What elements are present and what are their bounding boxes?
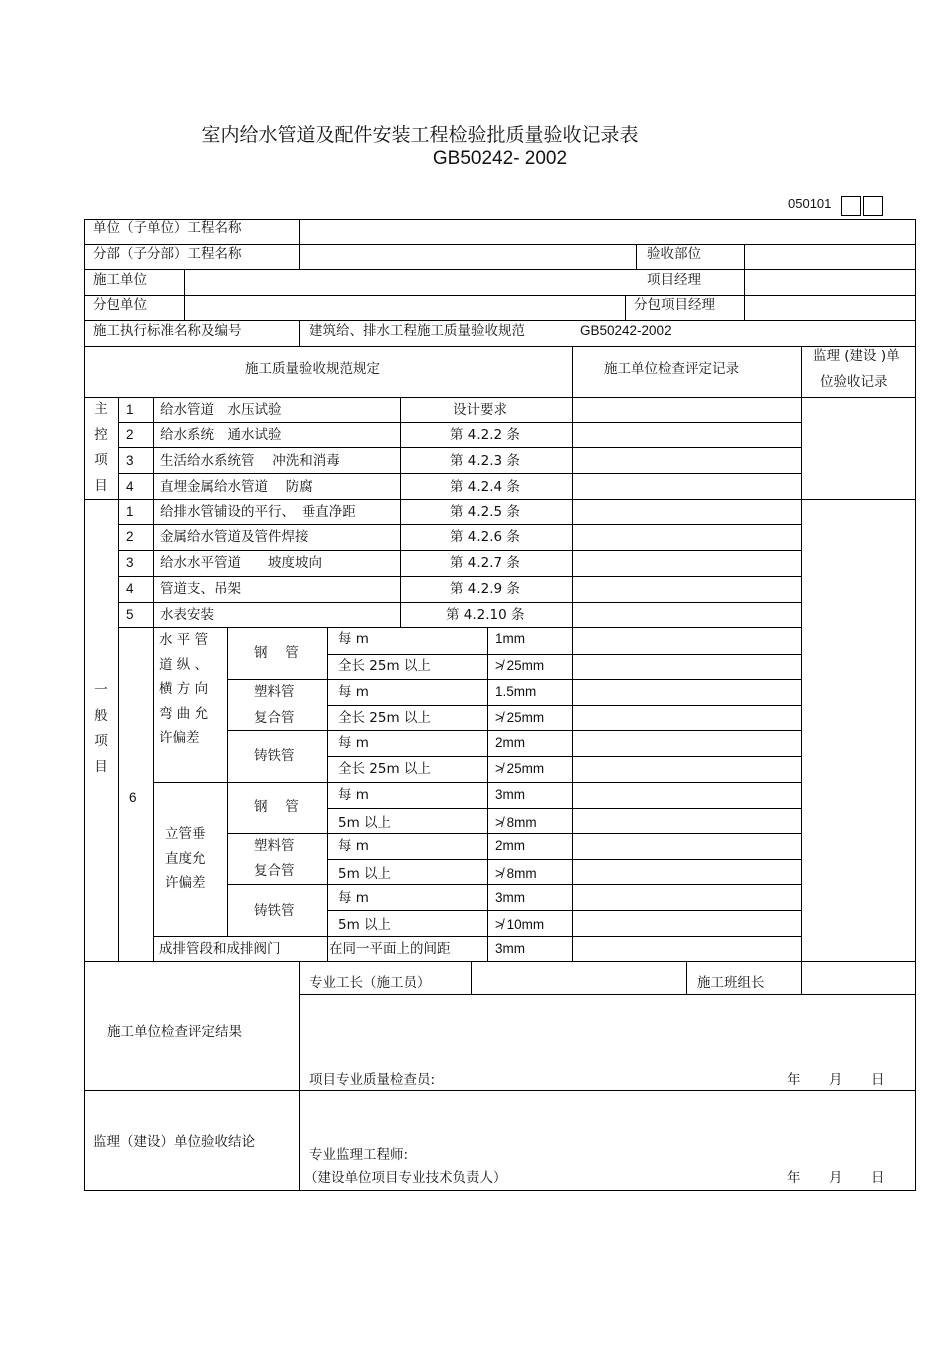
exec-standard-code: GB50242-2002 xyxy=(580,323,672,338)
v-row-val: 3mm xyxy=(495,787,525,802)
valve-row-cond: 在同一平面上的间距 xyxy=(329,941,451,957)
horizontal-deviation-label: 水 平 管 道 纵 、 横 方 向 弯 曲 允 许偏差 xyxy=(159,632,209,746)
project-name-field[interactable] xyxy=(302,222,912,242)
v-plastic-pipe-label-1: 塑料管 xyxy=(254,838,295,854)
general-item-no: 3 xyxy=(126,555,134,570)
h-row-val: ≯ 25mm xyxy=(495,710,545,725)
v-row-cond: 5m 以上 xyxy=(338,815,392,831)
h-row-val: ≯ 25mm xyxy=(495,658,545,673)
v-row-cond: 每 m xyxy=(338,838,369,854)
general-item-req: 第 4.2.6 条 xyxy=(450,529,520,545)
contractor-record-header: 施工单位检查评定记录 xyxy=(604,361,739,377)
h-cast-iron-label: 铸铁管 xyxy=(254,748,295,764)
vertical-deviation-label: 立管垂 直度允 许偏差 xyxy=(165,826,206,891)
h-row-val: 1mm xyxy=(495,631,525,646)
general-item-name: 管道支、吊架 xyxy=(160,581,241,597)
general-item-no: 1 xyxy=(126,504,134,519)
form-title: 室内给水管道及配件安装工程检验批质量验收记录表 xyxy=(201,124,639,146)
general-item-req: 第 4.2.10 条 xyxy=(446,607,525,623)
general-item-req: 第 4.2.9 条 xyxy=(450,581,520,597)
general-item-req: 第 4.2.7 条 xyxy=(450,555,520,571)
contractor-label: 施工单位 xyxy=(93,272,147,288)
v-steel-pipe-label: 钢 管 xyxy=(254,799,299,815)
contractor-result-label: 施工单位检查评定结果 xyxy=(107,1024,242,1040)
sub-pm-label: 分包项目经理 xyxy=(634,297,715,313)
general-item-name: 水表安装 xyxy=(160,607,214,623)
h-row-val: 1.5mm xyxy=(495,684,537,699)
general-group-label: 一 般 项 目 xyxy=(94,682,108,775)
exec-standard-value: 建筑给、排水工程施工质量验收规范 xyxy=(309,323,525,339)
main-item-name: 给水管道 水压试验 xyxy=(160,402,282,418)
supervisor-engineer-label: 专业监理工程师: xyxy=(309,1147,409,1163)
supervisor-year: 年 xyxy=(787,1170,801,1186)
standard-code: GB50242- 2002 xyxy=(432,148,568,169)
h-plastic-pipe-label-2: 复合管 xyxy=(254,710,295,726)
subcontractor-label: 分包单位 xyxy=(93,297,147,313)
supervisor-month: 月 xyxy=(829,1170,843,1186)
v-plastic-pipe-label-2: 复合管 xyxy=(254,863,295,879)
general-item-name: 给水水平管道 坡度坡向 xyxy=(160,555,322,571)
h-plastic-pipe-label-1: 塑料管 xyxy=(254,684,295,700)
general-item-no: 4 xyxy=(126,581,134,596)
main-item-req: 设计要求 xyxy=(453,402,507,418)
h-row-val: ≯ 25mm xyxy=(495,761,545,776)
exec-standard-label: 施工执行标准名称及编号 xyxy=(93,323,242,339)
v-row-val: ≯ 8mm xyxy=(495,866,537,881)
supervisor-record-header-1: 监理 (建设 )单 xyxy=(813,348,900,364)
h-row-cond: 每 m xyxy=(338,735,369,751)
team-leader-label: 施工班组长 xyxy=(697,975,765,991)
v-row-cond: 5m 以上 xyxy=(338,866,392,882)
v-row-val: 3mm xyxy=(495,890,525,905)
main-item-no: 3 xyxy=(126,453,134,468)
v-row-cond: 5m 以上 xyxy=(338,917,392,933)
main-item-name: 给水系统 通水试验 xyxy=(160,427,282,443)
foreman-label: 专业工长（施工员） xyxy=(309,975,431,991)
v-row-val: 2mm xyxy=(495,838,525,853)
h-row-cond: 全长 25m 以上 xyxy=(338,658,431,674)
main-item-name: 直埋金属给水管道 防腐 xyxy=(160,479,313,495)
inspector-month: 月 xyxy=(829,1072,843,1088)
supervisor-record-header-2: 位验收记录 xyxy=(820,374,888,390)
v-cast-iron-label: 铸铁管 xyxy=(254,903,295,919)
item-6-no: 6 xyxy=(129,790,137,805)
general-item-req: 第 4.2.5 条 xyxy=(450,504,520,520)
inspector-year: 年 xyxy=(787,1072,801,1088)
main-item-name: 生活给水系统管 冲洗和消毒 xyxy=(160,453,340,469)
inspector-day: 日 xyxy=(871,1072,885,1088)
v-row-cond: 每 m xyxy=(338,787,369,803)
general-item-name: 金属给水管道及管件焊接 xyxy=(160,529,309,545)
h-row-cond: 每 m xyxy=(338,684,369,700)
inspector-label: 项目专业质量检查员: xyxy=(309,1072,436,1088)
project-manager-label: 项目经理 xyxy=(647,272,701,288)
main-item-no: 2 xyxy=(126,427,134,442)
valve-row-val: 3mm xyxy=(495,941,525,956)
h-row-val: 2mm xyxy=(495,735,525,750)
supervisor-conclusion-label: 监理（建设）单位验收结论 xyxy=(93,1134,255,1150)
v-row-val: ≯ 8mm xyxy=(495,815,537,830)
h-row-cond: 全长 25m 以上 xyxy=(338,710,431,726)
acceptance-part-label: 验收部位 xyxy=(647,246,701,262)
main-item-req: 第 4.2.2 条 xyxy=(450,427,520,443)
project-name-label: 单位（子单位）工程名称 xyxy=(93,220,242,236)
form-number-box-1[interactable] xyxy=(841,196,861,216)
form-number: 050101 xyxy=(788,196,832,211)
supervisor-day: 日 xyxy=(871,1170,885,1186)
owner-tech-label: （建设单位项目专业技术负责人） xyxy=(304,1170,507,1186)
main-item-req: 第 4.2.4 条 xyxy=(450,479,520,495)
form-number-box-2[interactable] xyxy=(863,196,883,216)
general-item-no: 5 xyxy=(126,607,134,622)
v-row-cond: 每 m xyxy=(338,890,369,906)
general-item-no: 2 xyxy=(126,529,134,544)
subproject-label: 分部（子分部）工程名称 xyxy=(93,246,242,262)
main-item-req: 第 4.2.3 条 xyxy=(450,453,520,469)
v-row-val: ≯ 10mm xyxy=(495,917,545,932)
main-control-group-label: 主 控 项 目 xyxy=(94,401,108,494)
valve-row-label: 成排管段和成排阀门 xyxy=(159,941,281,957)
h-steel-pipe-label: 钢 管 xyxy=(254,645,299,661)
h-row-cond: 每 m xyxy=(338,631,369,647)
spec-column-header: 施工质量验收规范规定 xyxy=(245,361,380,377)
main-item-no: 1 xyxy=(126,402,134,417)
general-item-name: 给排水管铺设的平行、 垂直净距 xyxy=(160,504,356,520)
h-row-cond: 全长 25m 以上 xyxy=(338,761,431,777)
main-item-no: 4 xyxy=(126,479,134,494)
